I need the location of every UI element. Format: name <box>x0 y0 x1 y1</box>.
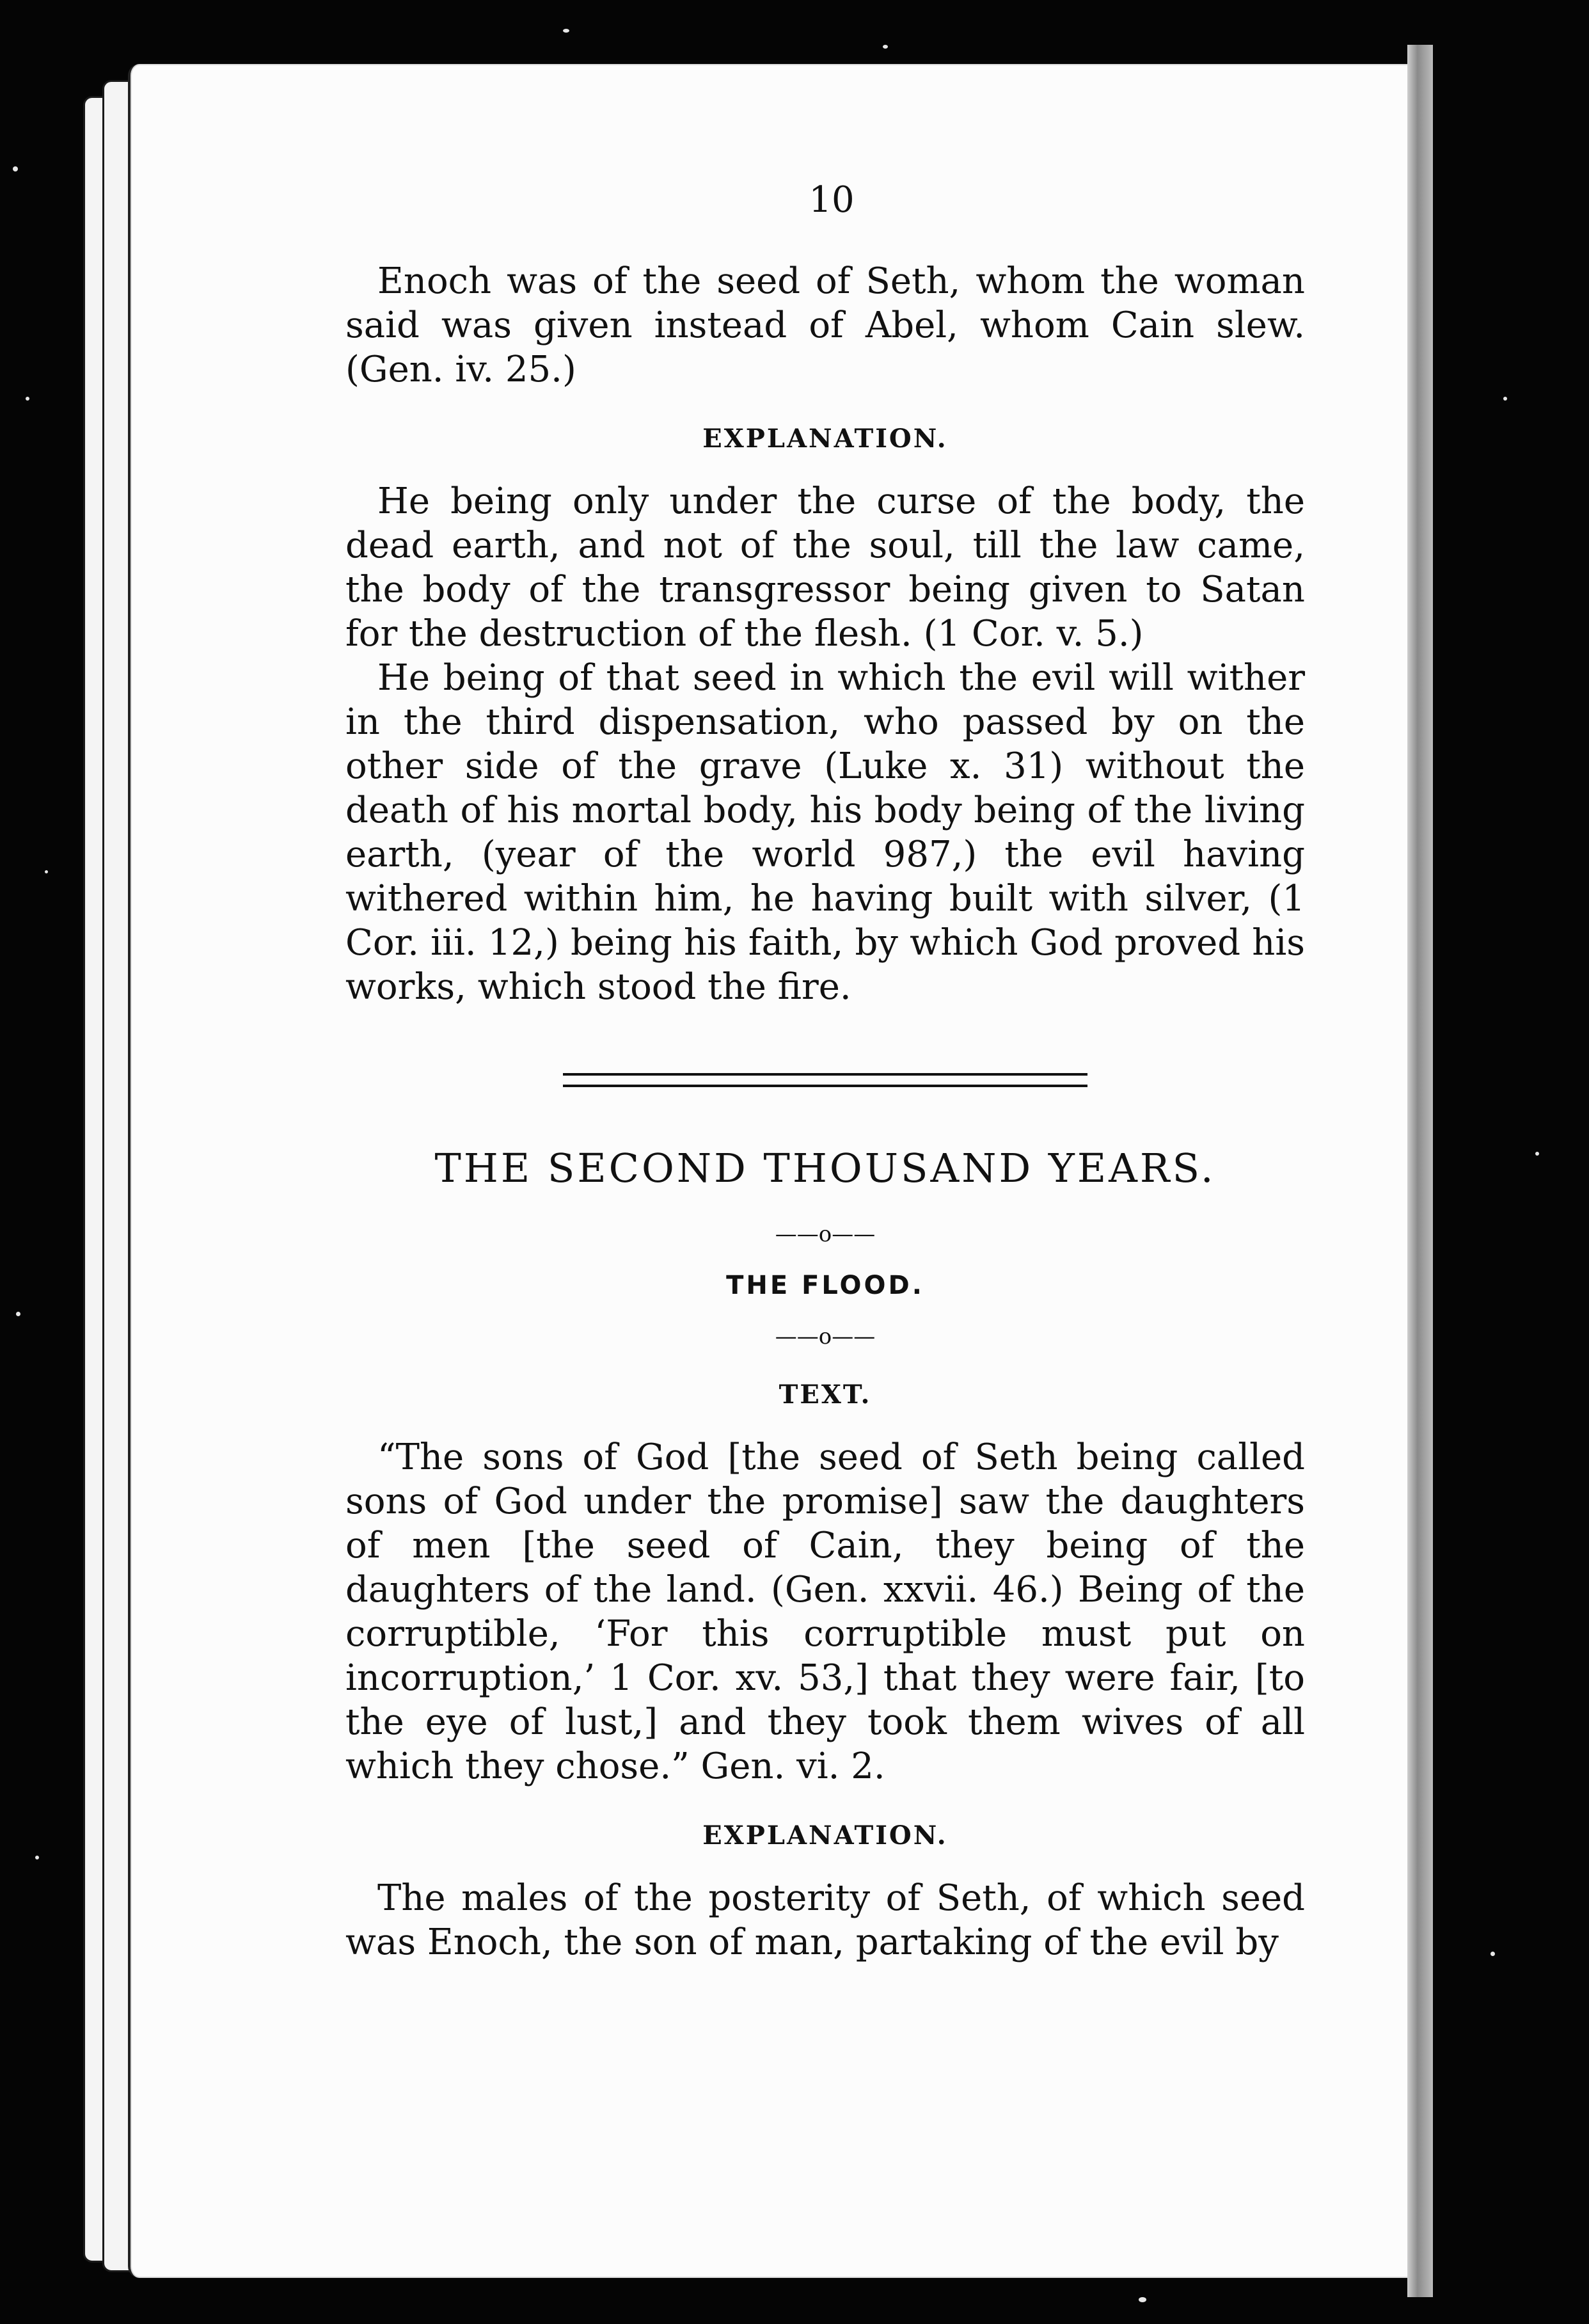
dust-speck <box>1503 397 1507 401</box>
quoted-text-paragraph: “The sons of God [the seed of Seth being called sons of God under the promise] saw the daughters of men [the seed of Cain, they being of the daughters of the land. (Gen. xxvii. 46.) Being of the corruptible, ‘For this corruptible must put on incorruption,’ 1 Cor. xv. 53,] that they were fair, [to the eye of lust,] and they took them wives of all which they chose.” Gen. vi. 2. <box>345 1437 1305 1787</box>
dust-speck <box>1490 1952 1495 1956</box>
body-paragraph: He being of that seed in which the evil will wither in the third dispensation, who passed by on the other side of the grave (Luke x. 31) without the death of his mortal body, his body being of the living earth, (year of the world 987,) the evil having withered within him, he having built with silver, (1 Cor. iii. 12,) being his faith, by which God proved his works, which stood the fire. <box>345 657 1305 1008</box>
dust-speck <box>16 1312 20 1316</box>
dust-speck <box>1139 2297 1146 2302</box>
page-number: 10 <box>809 179 855 221</box>
body-paragraph: Enoch was of the seed of Seth, whom the woman said was given instead of Abel, whom Cain slew. (Gen. iv. 25.) <box>345 260 1305 390</box>
dust-speck <box>1535 1152 1539 1156</box>
sub-title: THE FLOOD. <box>726 1271 924 1300</box>
page-gutter <box>1407 45 1433 2297</box>
dust-speck <box>13 166 18 171</box>
section-title: THE SECOND THOUSAND YEARS. <box>434 1145 1216 1191</box>
ornament-divider: ——o—— <box>775 1324 876 1349</box>
body-paragraph: He being only under the curse of the body, the dead earth, and not of the soul, till the law came, the body of the transgressor being given to Satan for the destruction of the flesh. (1 Cor. v. 5.) <box>345 481 1305 655</box>
dust-speck <box>45 870 48 873</box>
scan-background-right <box>1433 38 1589 2324</box>
ornament-divider: ——o—— <box>775 1222 876 1247</box>
explanation-heading: EXPLANATION. <box>702 1820 948 1850</box>
page-content <box>345 179 1305 1964</box>
body-paragraph: The males of the posterity of Seth, of which seed was Enoch, the son of man, partaking of the evil by <box>345 1877 1305 1963</box>
explanation-heading: EXPLANATION. <box>702 424 948 454</box>
dust-speck <box>26 397 29 401</box>
double-rule-divider <box>563 1073 1087 1087</box>
dust-speck <box>35 1856 39 1859</box>
dust-speck <box>563 29 569 33</box>
dust-speck <box>883 45 888 49</box>
text-heading: TEXT. <box>779 1380 872 1410</box>
